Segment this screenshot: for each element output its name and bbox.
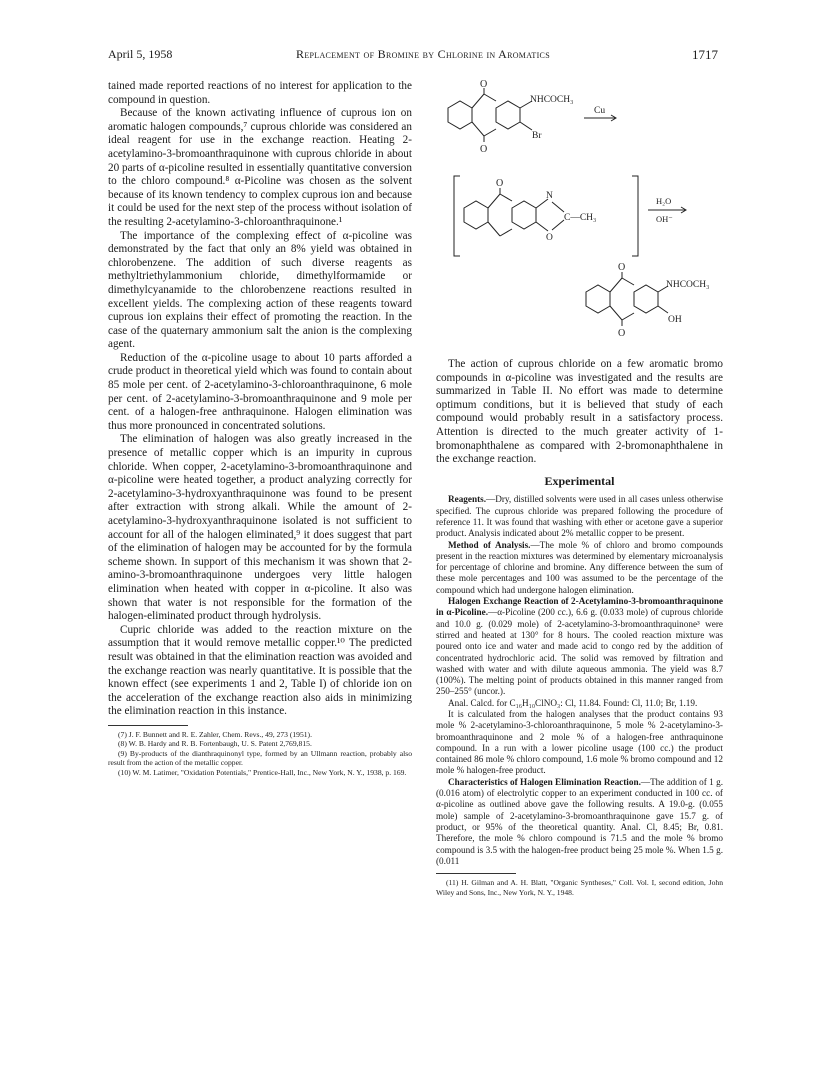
structure-hydroxy-anthraquinone (586, 262, 709, 339)
paragraph-exchange-reaction (436, 596, 723, 698)
footnote-7: (7) J. F. Bunnett and R. E. Zahler, Chem. Revs., 49, 273 (1951). (118, 729, 312, 739)
paragraph-characteristics (436, 777, 723, 867)
label-method: Method of Analysis. (448, 539, 531, 550)
paragraph-method (436, 540, 723, 596)
paragraph-analysis-1: Anal. Calcd. for C₁₆H₁₀ClNO₃: Cl, 11.84. Found: Cl, 11.0; Br, 1.19. (448, 697, 698, 708)
s3-o-bottom: O (618, 328, 626, 339)
paragraph-elimination: The elimination of halogen was also greatly increased in the presence of metallic copper which is an impurity in cuprous chloride. When copper, 2-acetylamino-3-bromoanthraquinone and α-picoline were heated together, a product analyzing correctly for 2-acetylamino-3-hydroxyanthraquinone was found to be present after extraction with strong alkali. While the amount of 2-acetylamino-3-hydroxyanthraquinone isolated is not sufficient to account for all of the halogen eliminated,⁹ it does suggest that part of the elimination of halogen may be accounted for by the formula scheme shown. In support of this mechanism it was shown that 2-amino-3-bromoanthraquinone undergoes very little halogen elimination when heated with copper in α-picoline. It also was shown that water is not responsible for the formation of the halogen-eliminated product through hydrolysis. (108, 433, 412, 623)
paragraph-reduction: Reduction of the α-picoline usage to about 10 parts afforded a crude product in theoretical yield which was found to contain about 85 mole per cent. of 2-acetylamino-3-chloroanthraquinone, 6 mole per cent. of 2-acetylamino-3-bromoanthraquinone and 9 mole per cent. of a halogen-free anthraquinone. Halogen elimination was thus more pronounced in concentrated solutions. (108, 351, 412, 432)
footnote-rule-right (436, 873, 516, 874)
text-exchange: —α-Picoline (200 cc.), 6.6 g. (0.033 mole) of cuprous chloride and 10.0 g. (0.029 mole) of 2-acetylamino-3-bromoanthraquinone³ were stirred and heated at 130° for 8 hours. The cooled reaction mixture was poured onto ice and water and made acid to congo red by the addition of concentrated hydrochloric acid. The solid was removed by filtration and washed with water and with dilute aqueous ammonia. The yield was 8.7 (100%). The melting point of products obtained in this manner ranged from 250–255° (uncor.). (436, 607, 723, 697)
text-method: —The mole % of chloro and bromo compounds present in the reaction mixtures was determined by elementary microanalysis for percentage of chlorine and bromine. Any difference between the sum of these mole percentages and 100 was assumed to be the percentage of the compound which had undergone halogen elimination. (436, 539, 723, 595)
reaction-scheme-drawing (436, 80, 723, 348)
s2-n: N (546, 191, 553, 201)
footnote-10: (10) W. M. Latimer, "Oxidation Potentials," Prentice-Hall, Inc., New York, N. Y., 1938, p. 169. (118, 767, 407, 777)
running-header (108, 47, 718, 65)
arrow-cu (584, 106, 616, 121)
left-column (108, 80, 412, 777)
s1-o-bottom: O (480, 144, 488, 155)
paragraph-cuprous-ion: Because of the known activating influence of cuprous ion on aromatic halogen compounds,⁷ cuprous chloride was considered an ideal reagent for use in the exchange reaction. Heating 2-acetylamino-3-bromoanthraquinone with cuprous chloride in about 20 parts of α-picoline resulted in essentially quantitative conversion to the chloro compound.⁸ α-Picoline was chosen as the solvent because of its known tendency to complex cuprous ion and because it could be used for the next step of the process without isolation of the resulting 2-acetylamino-3-chloroanthraquinone.¹ (108, 107, 412, 228)
s3-nhcoch3: NHCOCH₃ (666, 280, 710, 290)
s1-o-top: O (480, 80, 488, 90)
arrow-hydrolysis (648, 196, 686, 224)
s1-br: Br (532, 131, 542, 141)
header-date: April 5, 1958 (108, 47, 173, 61)
label-exchange: Halogen Exchange Reaction of 2-Acetylamino-3-bromoanthraquinone in α-Picoline. (436, 596, 723, 618)
paragraph-table-ii: The action of cuprous chloride on a few aromatic bromo compounds in α-picoline was investigated and the results are summarized in Table II. No effort was made to determine optimum conditions, but it is believed that study of each compound would probably result in a satisfactory process. Attention is directed to the much greater activity of 1-bromonaphthalene as compared with 2-bromonaphthalene in the exchange reaction. (436, 358, 723, 466)
arrow2-top: H₂O (656, 196, 672, 206)
footnote-rule (108, 725, 188, 726)
footnote-9: (9) By-products of the dianthraquinonyl type, formed by an Ullmann reaction, probably also result from the action of the metallic copper. (108, 748, 412, 768)
footnote-11: (11) H. Gilman and A. H. Blatt, "Organic Syntheses," Coll. Vol. I, second edition, John Wiley and Sons, Inc., New York, N. Y., 1948. (436, 878, 723, 897)
right-column (436, 80, 723, 897)
arrow2-bottom: OH⁻ (656, 214, 673, 224)
s2-o: O (496, 178, 504, 189)
paragraph-continued: tained made reported reactions of no interest for application to the compound in question. (108, 80, 412, 106)
text-reagents: —Dry, distilled solvents were used in all cases unless otherwise specified. The cuprous chloride was prepared following the procedure of reference 11. It was found that washing with ether or acetone gave a superior product. Analysis indicated about 2% metallic copper to be present. (436, 494, 723, 539)
paragraph-cupric-chloride: Cupric chloride was added to the reaction mixture on the assumption that it would remove metallic copper.¹⁰ The predicted result was obtained in that the elimination reaction was avoided and the exchange reaction was nearly quantitative. It is possible that the known effect (see experiments 1 and 2, Table I) of chloride ion on the acceleration of the exchange reaction also aids in minimizing the elimination reaction in this instance. (108, 623, 412, 718)
s2-o-ring: O (546, 233, 553, 243)
s3-oh: OH (668, 315, 682, 325)
structure-oxazole-intermediate (454, 176, 638, 256)
section-heading-experimental: Experimental (544, 473, 615, 488)
text-characteristics: —The addition of 1 g. (0.016 atom) of electrolytic copper to an experiment conducted in 100 cc. of α-picoline as outlined above gave the following results. A 19.0-g. (0.055 mole) sample of 2-acetylamino-3-bromoanthraquinone gave 15.7 g. of product, or 95% of the theoretical quantity. Anal. Cl, 8.45; Br, 0.81. Therefore, the mole % chloro compound is 71.5 and the mole % bromo compound is 3.5 with the halogen-free product being 25 mole %. When 1.5 g. (0.011 (436, 776, 723, 866)
label-reagents: Reagents. (448, 494, 487, 505)
structure-bromo-anthraquinone (448, 80, 573, 155)
arrow1-reagent: Cu (594, 106, 606, 116)
paragraph-reagents (436, 494, 723, 539)
s1-nhcoch3: NHCOCH₃ (530, 95, 574, 105)
s2-c-ch3: C—CH₃ (564, 213, 597, 223)
reaction-scheme (436, 80, 723, 348)
paragraph-calculation: It is calculated from the halogen analyses that the product contains 93 mole % 2-acetylamino-3-chloroanthraquinone, 5 mole % 2-acetylamino-3-bromoanthraquinone and 2 mole % of a halogen-free anthraquinone compound. In a run with a lower picoline usage (100 cc.) the product contained 86 mole % chloro compound, 1.6 mole % bromo compound and 12 mole % halogen-free product. (436, 708, 723, 776)
label-characteristics: Characteristics of Halogen Elimination Reaction. (448, 776, 641, 787)
header-title: Replacement of Bromine by Chlorine in Aromatics (296, 47, 550, 61)
page-number: 1717 (692, 47, 718, 62)
paragraph-complexing-effect: The importance of the complexing effect of α-picoline was demonstrated by the fact that only an 8% yield was obtained in chlorobenzene. The addition of such diverse reagents as methyltriethylammonium chloride, dimethylformamide or dimethylcyanamide to the chlorobenzene reactions resulted in excellent yields. The complexing action of these reagents toward cuprous ion explains their effect of promoting the reaction. In the case of the quaternary ammonium salt the anion is the complexing agent. (108, 229, 412, 351)
footnote-8: (8) W. B. Hardy and R. B. Fortenbaugh, U. S. Patent 2,769,815. (118, 739, 312, 749)
s3-o-top: O (618, 262, 626, 273)
